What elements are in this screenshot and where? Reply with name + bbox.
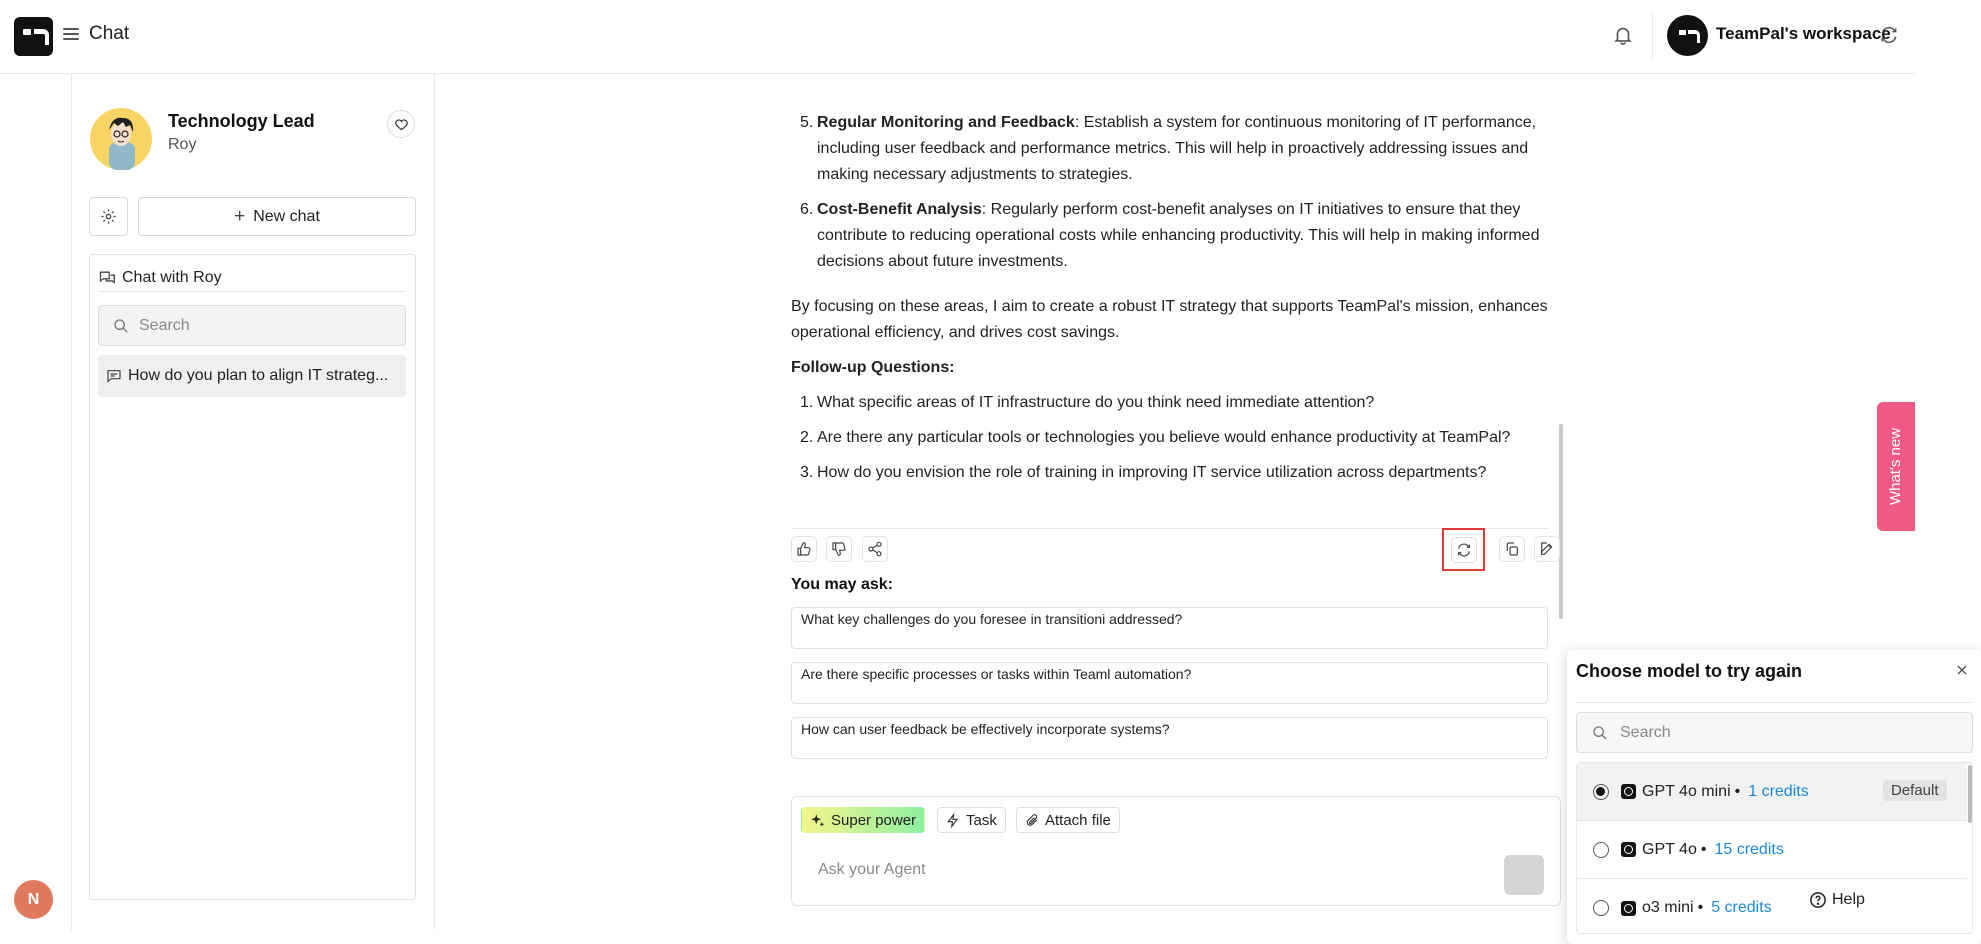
lightning-icon <box>946 813 960 828</box>
model-option-o3-mini[interactable]: o3 mini • 5 credits <box>1577 879 1967 937</box>
divider <box>791 528 1548 529</box>
list-item: 5. Regular Monitoring and Feedback: Establish a system for continuous monitoring of IT performance, including user feedback and performance metrics. This will help in proactively addressing issues and making necessary adjustments to strategies. <box>800 114 1537 183</box>
edit-button[interactable] <box>1534 536 1560 562</box>
sparkle-icon <box>810 813 825 828</box>
openai-icon <box>1621 784 1636 799</box>
paperclip-icon <box>1025 813 1039 828</box>
message-input[interactable]: Ask your Agent <box>818 861 926 878</box>
top-bar <box>0 0 1915 74</box>
thumbs-up-icon <box>796 541 812 557</box>
thumbs-down-icon <box>831 541 847 557</box>
copy-icon <box>1504 541 1520 557</box>
divider <box>1652 14 1653 60</box>
model-option-gpt-4o-mini[interactable]: GPT 4o mini • 1 credits Default <box>1577 763 1967 821</box>
workspace-avatar[interactable] <box>1667 15 1708 56</box>
openai-icon <box>1621 901 1636 916</box>
new-chat-label: New chat <box>253 207 320 225</box>
settings-button[interactable] <box>89 197 128 236</box>
model-option-gpt-4o[interactable]: GPT 4o • 15 credits <box>1577 821 1967 879</box>
model-list <box>1576 762 1973 934</box>
attach-file-button[interactable]: Attach file <box>1016 807 1120 833</box>
agent-subtitle: Roy <box>168 136 197 153</box>
favorite-heart-icon[interactable] <box>387 110 415 138</box>
suggestion-item[interactable]: Are there specific processes or tasks within Teaml automation? <box>791 662 1548 704</box>
switch-workspace-icon[interactable] <box>1879 25 1899 45</box>
share-icon <box>867 541 883 557</box>
list-item: 2. Are there any particular tools or technologies you believe would enhance productivity at TeamPal? <box>800 429 1511 446</box>
help-button[interactable]: Help <box>1809 891 1865 909</box>
search-icon <box>113 318 129 334</box>
task-button[interactable]: Task <box>937 807 1006 833</box>
refresh-icon <box>1456 542 1472 558</box>
thumbs-up-button[interactable] <box>791 536 817 562</box>
message-composer <box>791 796 1561 906</box>
edit-icon <box>1539 541 1555 557</box>
radio-button[interactable] <box>1593 900 1609 916</box>
agent-name: Technology Lead <box>168 111 315 131</box>
agent-avatar <box>90 108 152 170</box>
copy-button[interactable] <box>1499 536 1525 562</box>
new-chat-button[interactable] <box>138 197 416 236</box>
followup-heading: Follow-up Questions: <box>791 359 955 376</box>
suggestion-item[interactable]: What key challenges do you foresee in transitioni addressed? <box>791 607 1548 649</box>
chat-main <box>436 74 1939 930</box>
scrollbar[interactable] <box>1559 424 1563 619</box>
default-badge: Default <box>1883 780 1947 801</box>
super-power-button[interactable]: Super power <box>801 807 925 833</box>
menu-icon[interactable] <box>63 25 79 41</box>
share-button[interactable] <box>862 536 888 562</box>
list-item: 1. What specific areas of IT infrastructure do you think need immediate attention? <box>800 394 1375 411</box>
search-icon <box>1592 725 1608 741</box>
chat-bubbles-icon <box>98 270 116 286</box>
list-item: 3. How do you envision the role of training in improving IT service utilization across departments? <box>800 464 1487 481</box>
suggestion-item[interactable]: How can user feedback be effectively incorporate systems? <box>791 717 1548 759</box>
list-item: 6. Cost-Benefit Analysis: Regularly perform cost-benefit analyses on IT initiatives to ensure that they contribute to reducing operational costs while enhancing productivity. This will help in making informed decisions about future investments. <box>800 201 1540 270</box>
close-icon[interactable] <box>1953 662 1971 680</box>
page-title: Chat <box>89 23 130 44</box>
app-logo[interactable] <box>14 17 53 56</box>
user-avatar[interactable]: N <box>14 880 53 919</box>
thumbs-down-button[interactable] <box>826 536 852 562</box>
credits-label: 15 credits <box>1714 840 1784 858</box>
chat-list-item[interactable]: How do you plan to align IT strateg... <box>98 355 406 397</box>
suggestions-heading: You may ask: <box>791 576 893 593</box>
gear-icon <box>100 208 117 225</box>
plus-icon: + <box>234 205 246 227</box>
chat-history-panel <box>89 254 416 900</box>
chat-search-input[interactable]: Search <box>98 305 406 346</box>
whats-new-tab[interactable]: What's new <box>1877 402 1915 531</box>
popup-title: Choose model to try again <box>1576 661 1803 681</box>
chat-history-header: Chat with Roy <box>98 265 406 292</box>
scrollbar[interactable] <box>1968 765 1972 823</box>
message-icon <box>106 368 122 384</box>
bell-icon[interactable] <box>1612 24 1634 46</box>
send-button[interactable] <box>1504 855 1544 895</box>
divider <box>1576 702 1973 703</box>
credits-label: 1 credits <box>1748 782 1809 800</box>
model-picker-popup <box>1567 650 1981 944</box>
summary-paragraph: By focusing on these areas, I aim to create a robust IT strategy that supports TeamPal's mission, enhances operational efficiency, and drives cost savings. <box>791 298 1548 341</box>
left-rail <box>0 74 72 930</box>
model-search-input[interactable]: Search <box>1576 712 1973 753</box>
openai-icon <box>1621 842 1636 857</box>
workspace-name[interactable]: TeamPal's workspace <box>1716 24 1891 43</box>
radio-button[interactable] <box>1593 784 1609 800</box>
regenerate-button[interactable] <box>1442 528 1485 571</box>
chat-sidebar <box>72 74 435 930</box>
credits-label: 5 credits <box>1711 899 1772 916</box>
assistant-message <box>791 104 1561 486</box>
question-icon <box>1809 891 1827 909</box>
radio-button[interactable] <box>1593 842 1609 858</box>
